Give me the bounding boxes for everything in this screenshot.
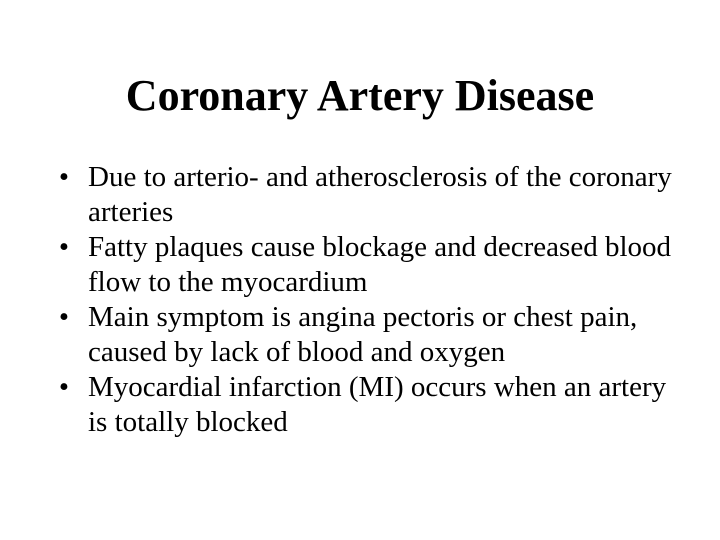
bullet-icon: • [58,301,70,333]
bullet-list [54,160,674,440]
bullet-text: Fatty plaques cause blockage and decreased blood flow to the myocardium [88,231,672,298]
list-item [54,370,674,440]
bullet-icon: • [58,161,70,193]
bullet-text: Myocardial infarction (MI) occurs when an artery is totally blocked [88,371,667,438]
list-item [54,160,674,230]
bullet-icon: • [58,231,70,263]
list-item [54,230,674,300]
bullet-icon: • [58,371,70,403]
slide-title: Coronary Artery Disease [125,71,595,120]
list-item [54,300,674,370]
bullet-text: Main symptom is angina pectoris or chest pain, caused by lack of blood and oxygen [88,301,638,368]
bullet-text: Due to arterio- and atherosclerosis of the coronary arteries [88,161,672,228]
